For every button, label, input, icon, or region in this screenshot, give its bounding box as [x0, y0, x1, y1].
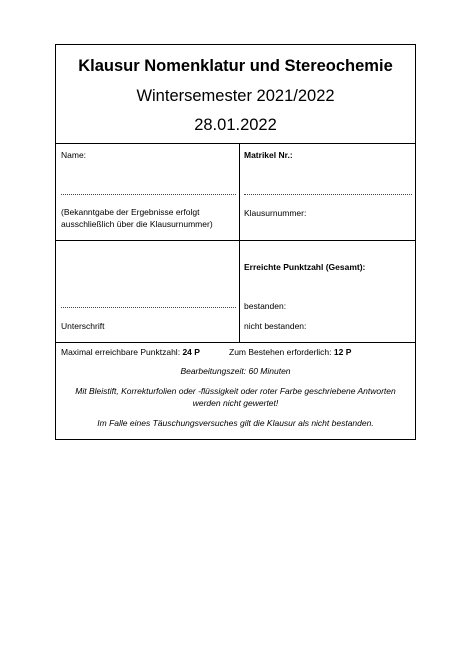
max-points-row	[61, 347, 200, 357]
duration-text: Bearbeitungszeit: 60 Minuten	[180, 366, 291, 376]
pass-points-row	[229, 347, 351, 357]
bestanden-label: bestanden:	[244, 301, 287, 311]
exam-date: 28.01.2022	[194, 116, 277, 134]
nicht-bestanden-label: nicht bestanden:	[244, 321, 307, 331]
student-info-grid	[55, 143, 416, 343]
semester: Wintersemester 2021/2022	[136, 87, 335, 105]
matrikel-field[interactable]	[244, 194, 412, 195]
max-points-value: 24 P	[182, 347, 200, 357]
name-label: Name:	[61, 150, 87, 160]
pass-points-value: 12 P	[333, 347, 352, 357]
matrikel-label: Matrikel Nr.:	[244, 150, 293, 160]
klausurnummer-label: Klausurnummer:	[244, 208, 307, 218]
pass-points-label: Zum Bestehen erforderlich:	[229, 347, 332, 357]
exam-info-box	[55, 342, 416, 440]
name-field[interactable]	[61, 194, 236, 195]
notice-line-1: (Bekanntgabe der Ergebnisse erfolgt	[61, 207, 200, 217]
unterschrift-label: Unterschrift	[61, 321, 105, 331]
signature-field[interactable]	[61, 307, 236, 308]
rule-2: Im Falle eines Täuschungsversuches gilt die Klausur als nicht bestanden.	[97, 418, 374, 428]
exam-title: Klausur Nomenklatur und Stereochemie	[78, 57, 393, 75]
erreichte-punktzahl-label: Erreichte Punktzahl (Gesamt):	[244, 262, 366, 272]
rule-1-line-1: Mit Bleistift, Korrekturfolien oder -flüssigkeit oder roter Farbe geschriebene Antworten	[75, 386, 396, 396]
rule-1-line-2: werden nicht gewertet!	[192, 398, 279, 408]
title-box	[55, 44, 416, 144]
max-points-label: Maximal erreichbare Punktzahl:	[61, 347, 181, 357]
grid-vertical-divider	[239, 144, 240, 342]
grid-horizontal-divider	[56, 240, 415, 241]
notice-line-2: ausschließlich über die Klausurnummer)	[61, 219, 213, 229]
